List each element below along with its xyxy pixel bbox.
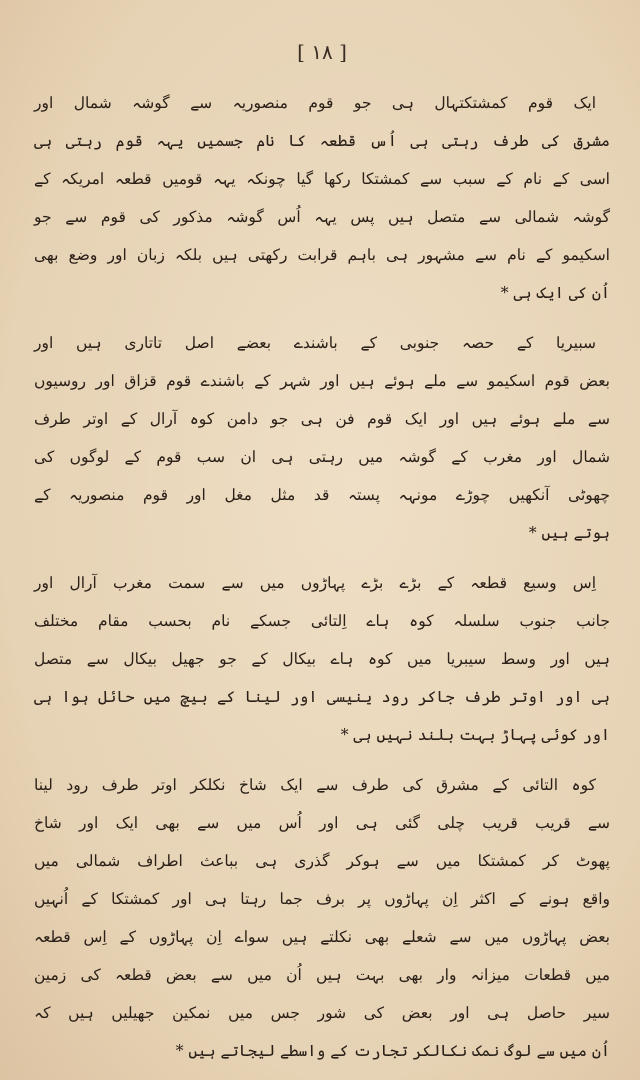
text-line: سے قریب قریب چلی گئی ہی اور اُس میں سے بھی ایک اور شاخ — [34, 814, 610, 832]
text-line: واقع ہونے کے اکثر اِن پہاڑوں پر برف جما رہتا ہی اور کمشتکا کے اُنہیں — [34, 890, 610, 908]
text-line: اسی کے نام کے سبب سے کمشتکا رکھا گیا چونکہ یہہ قومیں قطعہ امریکہ کے — [34, 170, 610, 188]
text-line: ایک قوم کمشتکتہال ہی جو قوم منصوریہ سے گوشہ شمال اور — [34, 94, 596, 112]
paragraph — [34, 84, 610, 312]
text-line: اُن میں سے لوگ نمک نکالکر تجارت کے واسطے لیجاتے ہیں * — [175, 1042, 610, 1060]
text-line: بعض قوم اسکیمو سے ملے ہوئے ہیں اور شہر کے باشندے قوم قزاق اور روسیوں — [34, 372, 610, 390]
text-line: بعض پہاڑوں میں سے شعلے بھی نکلتے ہیں سواے اِن پہاڑوں کے اِس قطعہ — [34, 928, 610, 946]
text-line: ہیں اور وسط سیبریا میں کوہ ہاے بیکال کے جو جھیل بیکال سے متصل — [34, 650, 610, 668]
paragraph — [34, 766, 610, 1070]
text-line: اور کوئی پہاڑ بہت بلند نہیں ہی * — [340, 726, 610, 744]
text-line: کوہ التائی کے مشرق کی طرف سے ایک شاخ نکلکر اوتر طرف رود لینا — [34, 776, 596, 794]
text-line: سے ملے ہوئے ہیں اور ایک قوم فن ہی جو دامن کوہ آرال کے اوتر طرف — [34, 410, 610, 428]
text-line: سیر حاصل ہی اور بعض کی شور جس میں نمکین جھیلیں ہیں کہ — [34, 1004, 610, 1022]
text-line: شمال اور مغرب کے گوشہ میں رہتی ہی ان سب قوم کے لوگوں کی — [34, 448, 610, 466]
text-line: سبیریا کے حصہ جنوبی کے باشندے بعضے اصل تاتاری ہیں اور — [34, 334, 596, 352]
text-line: چھوٹی آنکھیں چوڑے مونہہ پستہ قد مثل مغل اور قوم منصوریہ کے — [34, 486, 610, 504]
text-line: ہی اور اوتر طرف جاکر رود ینیسی اور لینا کے بیچ میں حائل ہوا ہی — [34, 688, 610, 706]
body-text — [34, 84, 610, 1070]
text-line: اُن کی ایک ہی * — [500, 284, 610, 302]
text-line: جانب جنوب سلسلہ کوہ ہاے اِلتائی جسکے نام بحسب مقام مختلف — [34, 612, 610, 630]
text-line: گوشہ شمالی سے متصل ہیں پس یہہ اُس گوشہ مذکور کی قوم سے جو — [34, 208, 610, 226]
text-line: میں قطعات میزانہ وار بھی بہت ہیں اُن میں سے بعض قطعہ کی زمین — [34, 966, 610, 984]
paragraph — [34, 564, 610, 754]
page-number: [ ١٨ ] — [297, 40, 347, 64]
text-line: پھوٹ کر کمشتکا میں سے ہوکر گذری ہی بباعث اطراف شمالی میں — [34, 852, 610, 870]
text-line: ہوتے ہیں * — [528, 524, 610, 542]
text-line: مشرق کی طرف رہتی ہی اُس قطعہ کا نام جسمیں یہہ قوم رہتی ہی — [34, 132, 610, 150]
text-line: اِس وسیع قطعہ کے بڑے بڑے پہاڑوں میں سے سمت مغرب آرال اور — [34, 574, 596, 592]
paragraph — [34, 324, 610, 552]
text-line: اسکیمو کے نام سے مشہور ہی باہم قرابت رکھتی ہیں بلکہ زبان اور وضع بھی — [34, 246, 610, 264]
